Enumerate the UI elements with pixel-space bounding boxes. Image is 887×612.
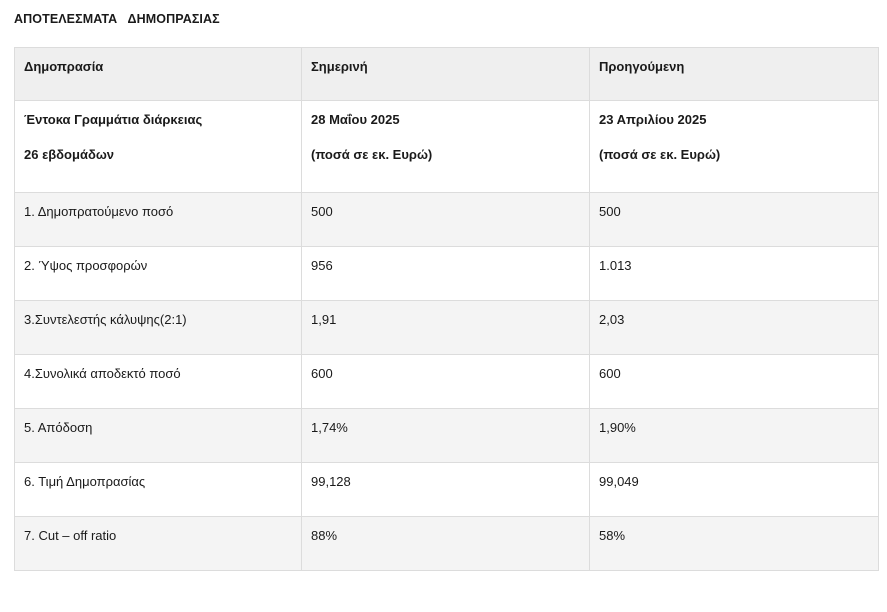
row-previous-value: 2,03	[590, 301, 879, 355]
row-label: 4.Συνολικά αποδεκτό ποσό	[15, 355, 302, 409]
subheader-instrument	[15, 101, 302, 193]
table-row	[15, 193, 879, 247]
previous-date: 23 Απριλίου 2025	[599, 112, 707, 127]
table-row	[15, 409, 879, 463]
row-previous-value: 58%	[590, 517, 879, 571]
row-current-value: 1,91	[302, 301, 590, 355]
table-header-row	[15, 48, 879, 101]
row-previous-value: 99,049	[590, 463, 879, 517]
page-title: ΑΠΟΤΕΛΕΣΜΑΤΑ ΔΗΜΟΠΡΑΣΙΑΣ	[14, 12, 220, 26]
table-subheader-row	[15, 101, 879, 193]
current-date: 28 Μαΐου 2025	[311, 112, 400, 127]
row-current-value: 1,74%	[302, 409, 590, 463]
row-label: 3.Συντελεστής κάλυψης(2:1)	[15, 301, 302, 355]
header-current: Σημερινή	[302, 48, 590, 101]
row-label: 2. Ύψος προσφορών	[15, 247, 302, 301]
row-current-value: 99,128	[302, 463, 590, 517]
table-row	[15, 517, 879, 571]
instrument-duration: 26 εβδομάδων	[24, 147, 115, 162]
table-row	[15, 247, 879, 301]
table-row	[15, 355, 879, 409]
row-label: 6. Τιμή Δημοπρασίας	[15, 463, 302, 517]
row-label: 7. Cut – off ratio	[15, 517, 302, 571]
row-label: 1. Δημοπρατούμενο ποσό	[15, 193, 302, 247]
header-previous: Προηγούμενη	[590, 48, 879, 101]
instrument-name: Έντοκα Γραμμάτια διάρκειας	[24, 112, 203, 127]
table-row	[15, 301, 879, 355]
subheader-current-date	[302, 101, 590, 193]
current-units: (ποσά σε εκ. Ευρώ)	[311, 147, 433, 162]
row-current-value: 956	[302, 247, 590, 301]
row-current-value: 600	[302, 355, 590, 409]
subheader-previous-date	[590, 101, 879, 193]
previous-units: (ποσά σε εκ. Ευρώ)	[599, 147, 721, 162]
auction-results-table	[14, 47, 879, 571]
row-previous-value: 1.013	[590, 247, 879, 301]
row-current-value: 88%	[302, 517, 590, 571]
row-previous-value: 1,90%	[590, 409, 879, 463]
row-previous-value: 600	[590, 355, 879, 409]
table-row	[15, 463, 879, 517]
header-auction: Δημοπρασία	[15, 48, 302, 101]
row-previous-value: 500	[590, 193, 879, 247]
row-current-value: 500	[302, 193, 590, 247]
row-label: 5. Απόδοση	[15, 409, 302, 463]
